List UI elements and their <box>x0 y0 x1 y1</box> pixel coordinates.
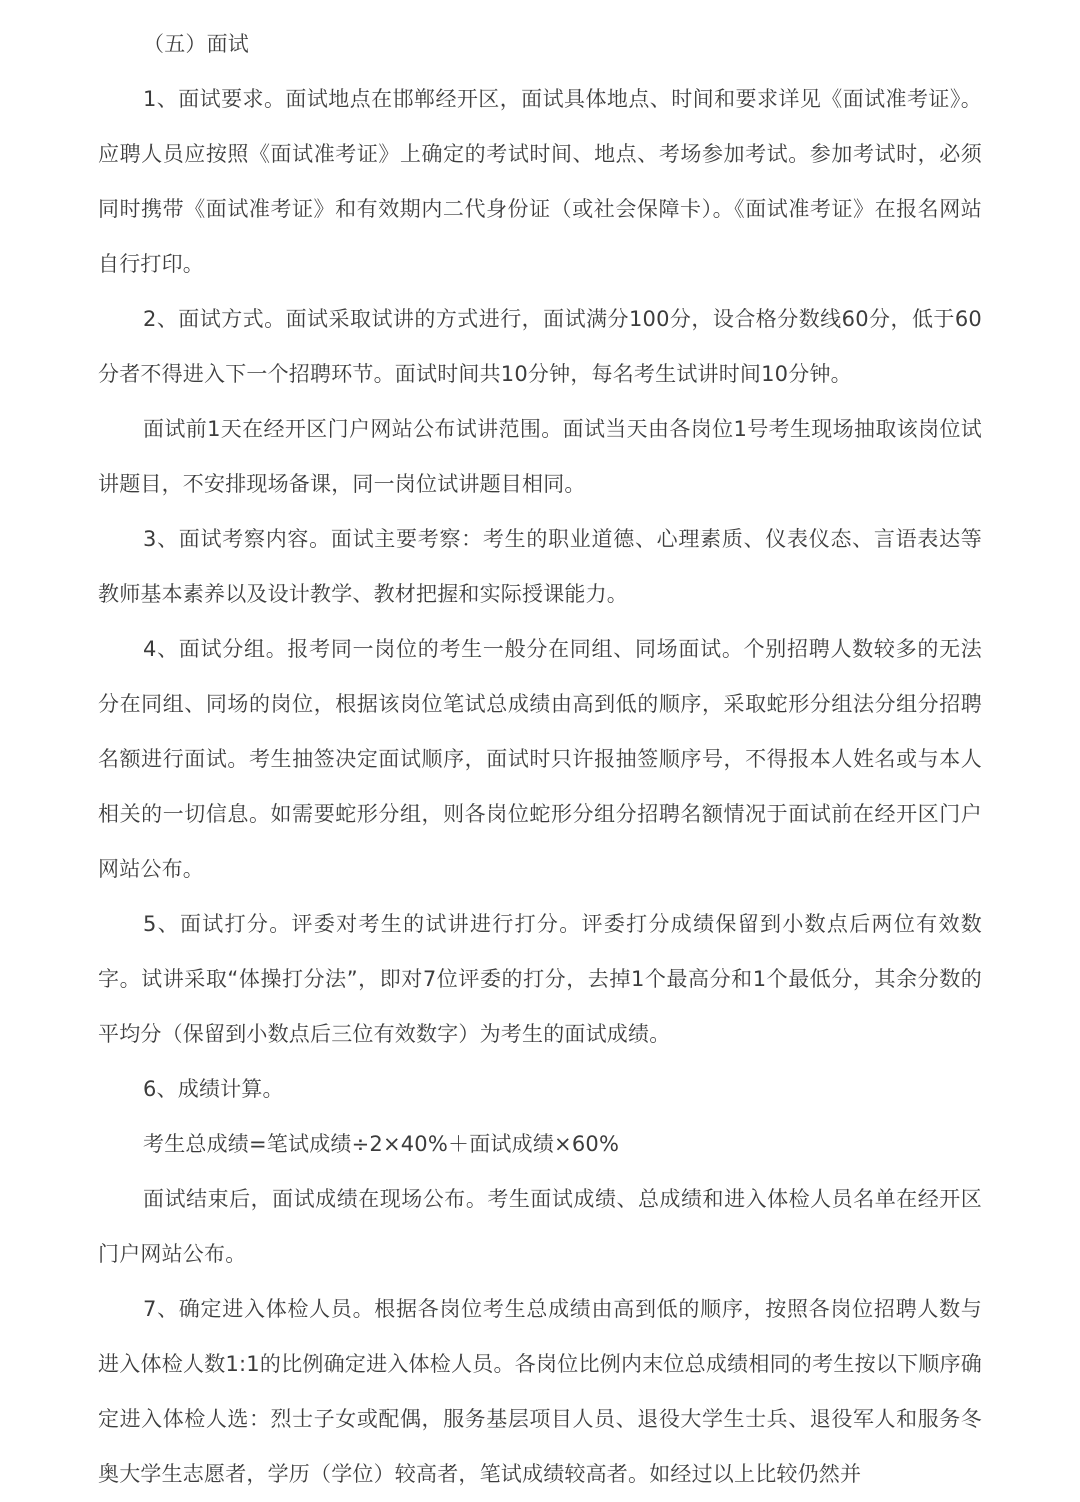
section-heading: （五）面试 <box>143 32 249 56</box>
paragraph-interview-method: 2、面试方式。面试采取试讲的方式进行，面试满分100分，设合格分数线60分，低于60分者不得进入下一个招聘环节。面试时间共10分钟，每名考生试讲时间10分钟。 <box>98 307 982 386</box>
paragraph-interview-requirements: 1、面试要求。面试地点在邯郸经开区，面试具体地点、时间和要求详见《面试准考证》。应聘人员应按照《面试准考证》上确定的考试时间、地点、考场参加考试。参加考试时，必须同时携带《面试准考证》和有效期内二代身份证（或社会保障卡）。《面试准考证》在报名网站自行打印。 <box>98 87 982 276</box>
paragraph-score-calculation: 6、成绩计算。 <box>143 1077 284 1101</box>
paragraph-medical-exam-selection: 7、确定进入体检人员。根据各岗位考生总成绩由高到低的顺序，按照各岗位招聘人数与进入体检人数1:1的比例确定进入体检人员。各岗位比例内末位总成绩相同的考生按以下顺序确定进入体检人选：烈士子女或配偶，服务基层项目人员、退役大学生士兵、退役军人和服务冬奥大学生志愿者，学历（学位）较高者，笔试成绩较高者。如经过以上比较仍然并 <box>98 1297 982 1486</box>
paragraph-interview-scoring: 5、面试打分。评委对考生的试讲进行打分。评委打分成绩保留到小数点后两位有效数字。试讲采取“体操打分法”，即对7位评委的打分，去掉1个最高分和1个最低分，其余分数的平均分（保留到小数点后三位有效数字）为考生的面试成绩。 <box>98 912 982 1046</box>
paragraph-interview-grouping: 4、面试分组。报考同一岗位的考生一般分在同组、同场面试。个别招聘人数较多的无法分在同组、同场的岗位，根据该岗位笔试总成绩由高到低的顺序，采取蛇形分组法分组分招聘名额进行面试。考生抽签决定面试顺序，面试时只许报抽签顺序号，不得报本人姓名或与本人相关的一切信息。如需要蛇形分组，则各岗位蛇形分组分招聘名额情况于面试前在经开区门户网站公布。 <box>98 637 982 881</box>
paragraph-interview-content: 3、面试考察内容。面试主要考察：考生的职业道德、心理素质、仪表仪态、言语表达等教师基本素养以及设计教学、教材把握和实际授课能力。 <box>98 527 982 606</box>
paragraph-total-score-formula: 考生总成绩=笔试成绩÷2×40%＋面试成绩×60% <box>143 1132 620 1156</box>
paragraph-results-publication: 面试结束后，面试成绩在现场公布。考生面试成绩、总成绩和进入体检人员名单在经开区门户网站公布。 <box>98 1187 982 1266</box>
paragraph-lecture-scope: 面试前1天在经开区门户网站公布试讲范围。面试当天由各岗位1号考生现场抽取该岗位试讲题目，不安排现场备课，同一岗位试讲题目相同。 <box>98 417 982 496</box>
document-body <box>98 17 982 1502</box>
